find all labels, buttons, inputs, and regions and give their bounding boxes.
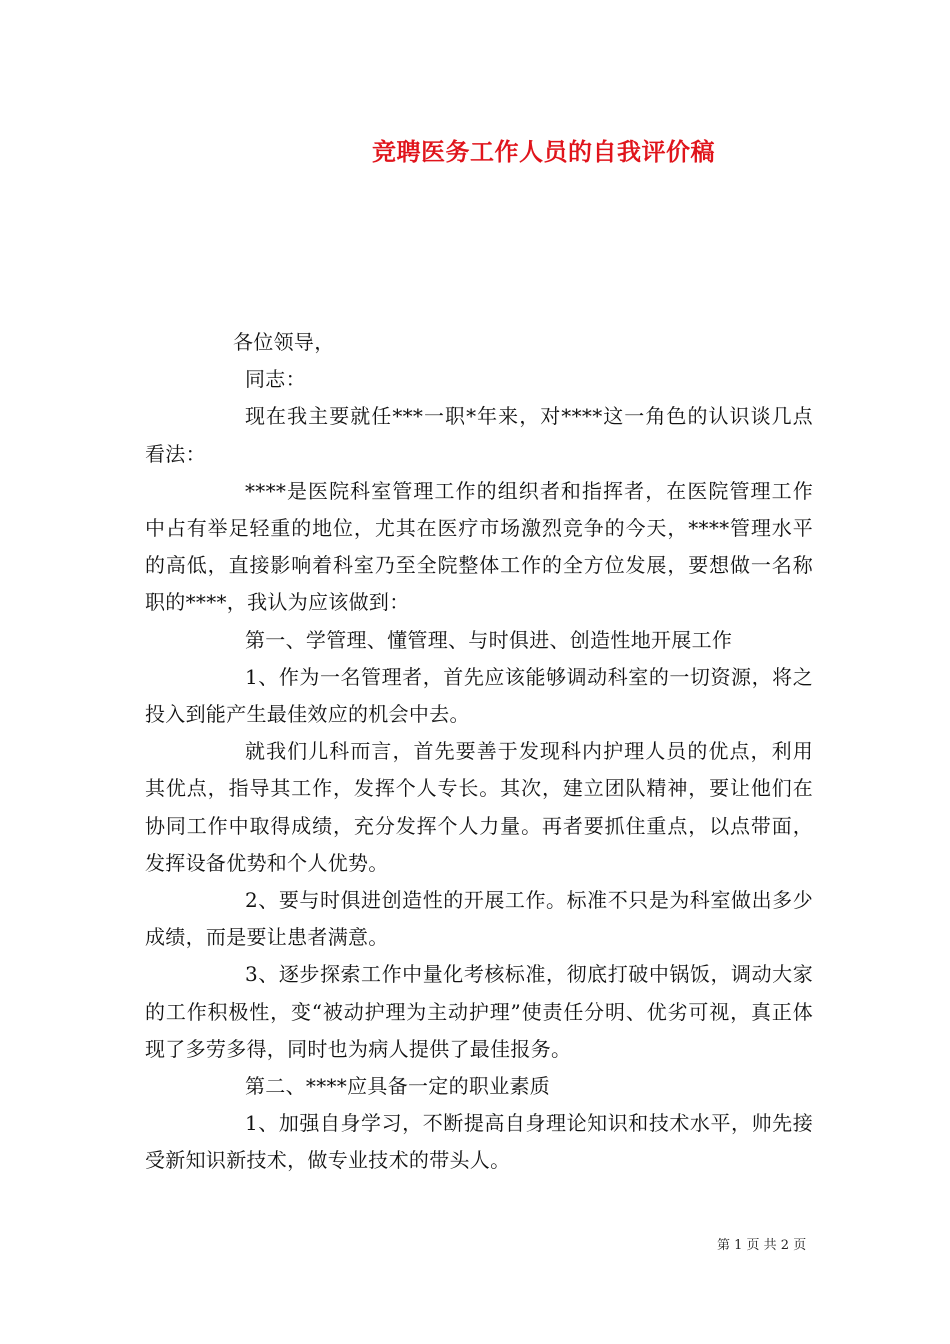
page-number: 第 1 页 共 2 页 [717, 1238, 807, 1253]
document-body [145, 324, 813, 1180]
paragraph-role: ****是医院科室管理工作的组织者和指挥者，在医院管理工作中占有举足轻重的地位，尤其在医疗市场激烈竞争的今天，****管理水平的高低，直接影响着科室乃至全院整体工作的全方位发展，要想做一名称职的****，我认为应该做到： [145, 478, 813, 615]
salutation-comrades: 同志： [245, 367, 306, 392]
section-heading-1: 第一、学管理、懂管理、与时俱进、创造性地开展工作 [245, 627, 733, 652]
document-title: 竞聘医务工作人员的自我评价稿 [372, 137, 715, 166]
salutation-leaders: 各位领导， [233, 330, 335, 354]
paragraph-point-3: 3、逐步探索工作中量化考核标准，彻底打破中锅饭，调动大家的工作积极性，变“被动护理为主动护理”使责任分明、优劣可视，真正体现了多劳多得，同时也为病人提供了最佳报务。 [145, 962, 813, 1061]
paragraph-point-2: 2、要与时俱进创造性的开展工作。标准不只是为科室做出多少成绩，而是要让患者满意。 [145, 888, 813, 950]
paragraph-pediatrics: 就我们儿科而言，首先要善于发现科内护理人员的优点，利用其优点，指导其工作，发挥个人专长。其次，建立团队精神，要让他们在协同工作中取得成绩，充分发挥个人力量。再者要抓住重点，以点带面，发挥设备优势和个人优势。 [145, 739, 813, 875]
paragraph-point-1: 1、作为一名管理者，首先应该能够调动科室的一切资源，将之投入到能产生最佳效应的机会中去。 [145, 664, 813, 727]
paragraph-section2-point-1: 1、加强自身学习，不断提高自身理论知识和技术水平，帅先接受新知识新技术，做专业技术的带头人。 [145, 1111, 813, 1173]
section-heading-2: 第二、****应具备一定的职业素质 [245, 1074, 551, 1099]
paragraph-intro: 现在我主要就任***一职*年来，对****这一角色的认识谈几点看法： [145, 404, 813, 466]
